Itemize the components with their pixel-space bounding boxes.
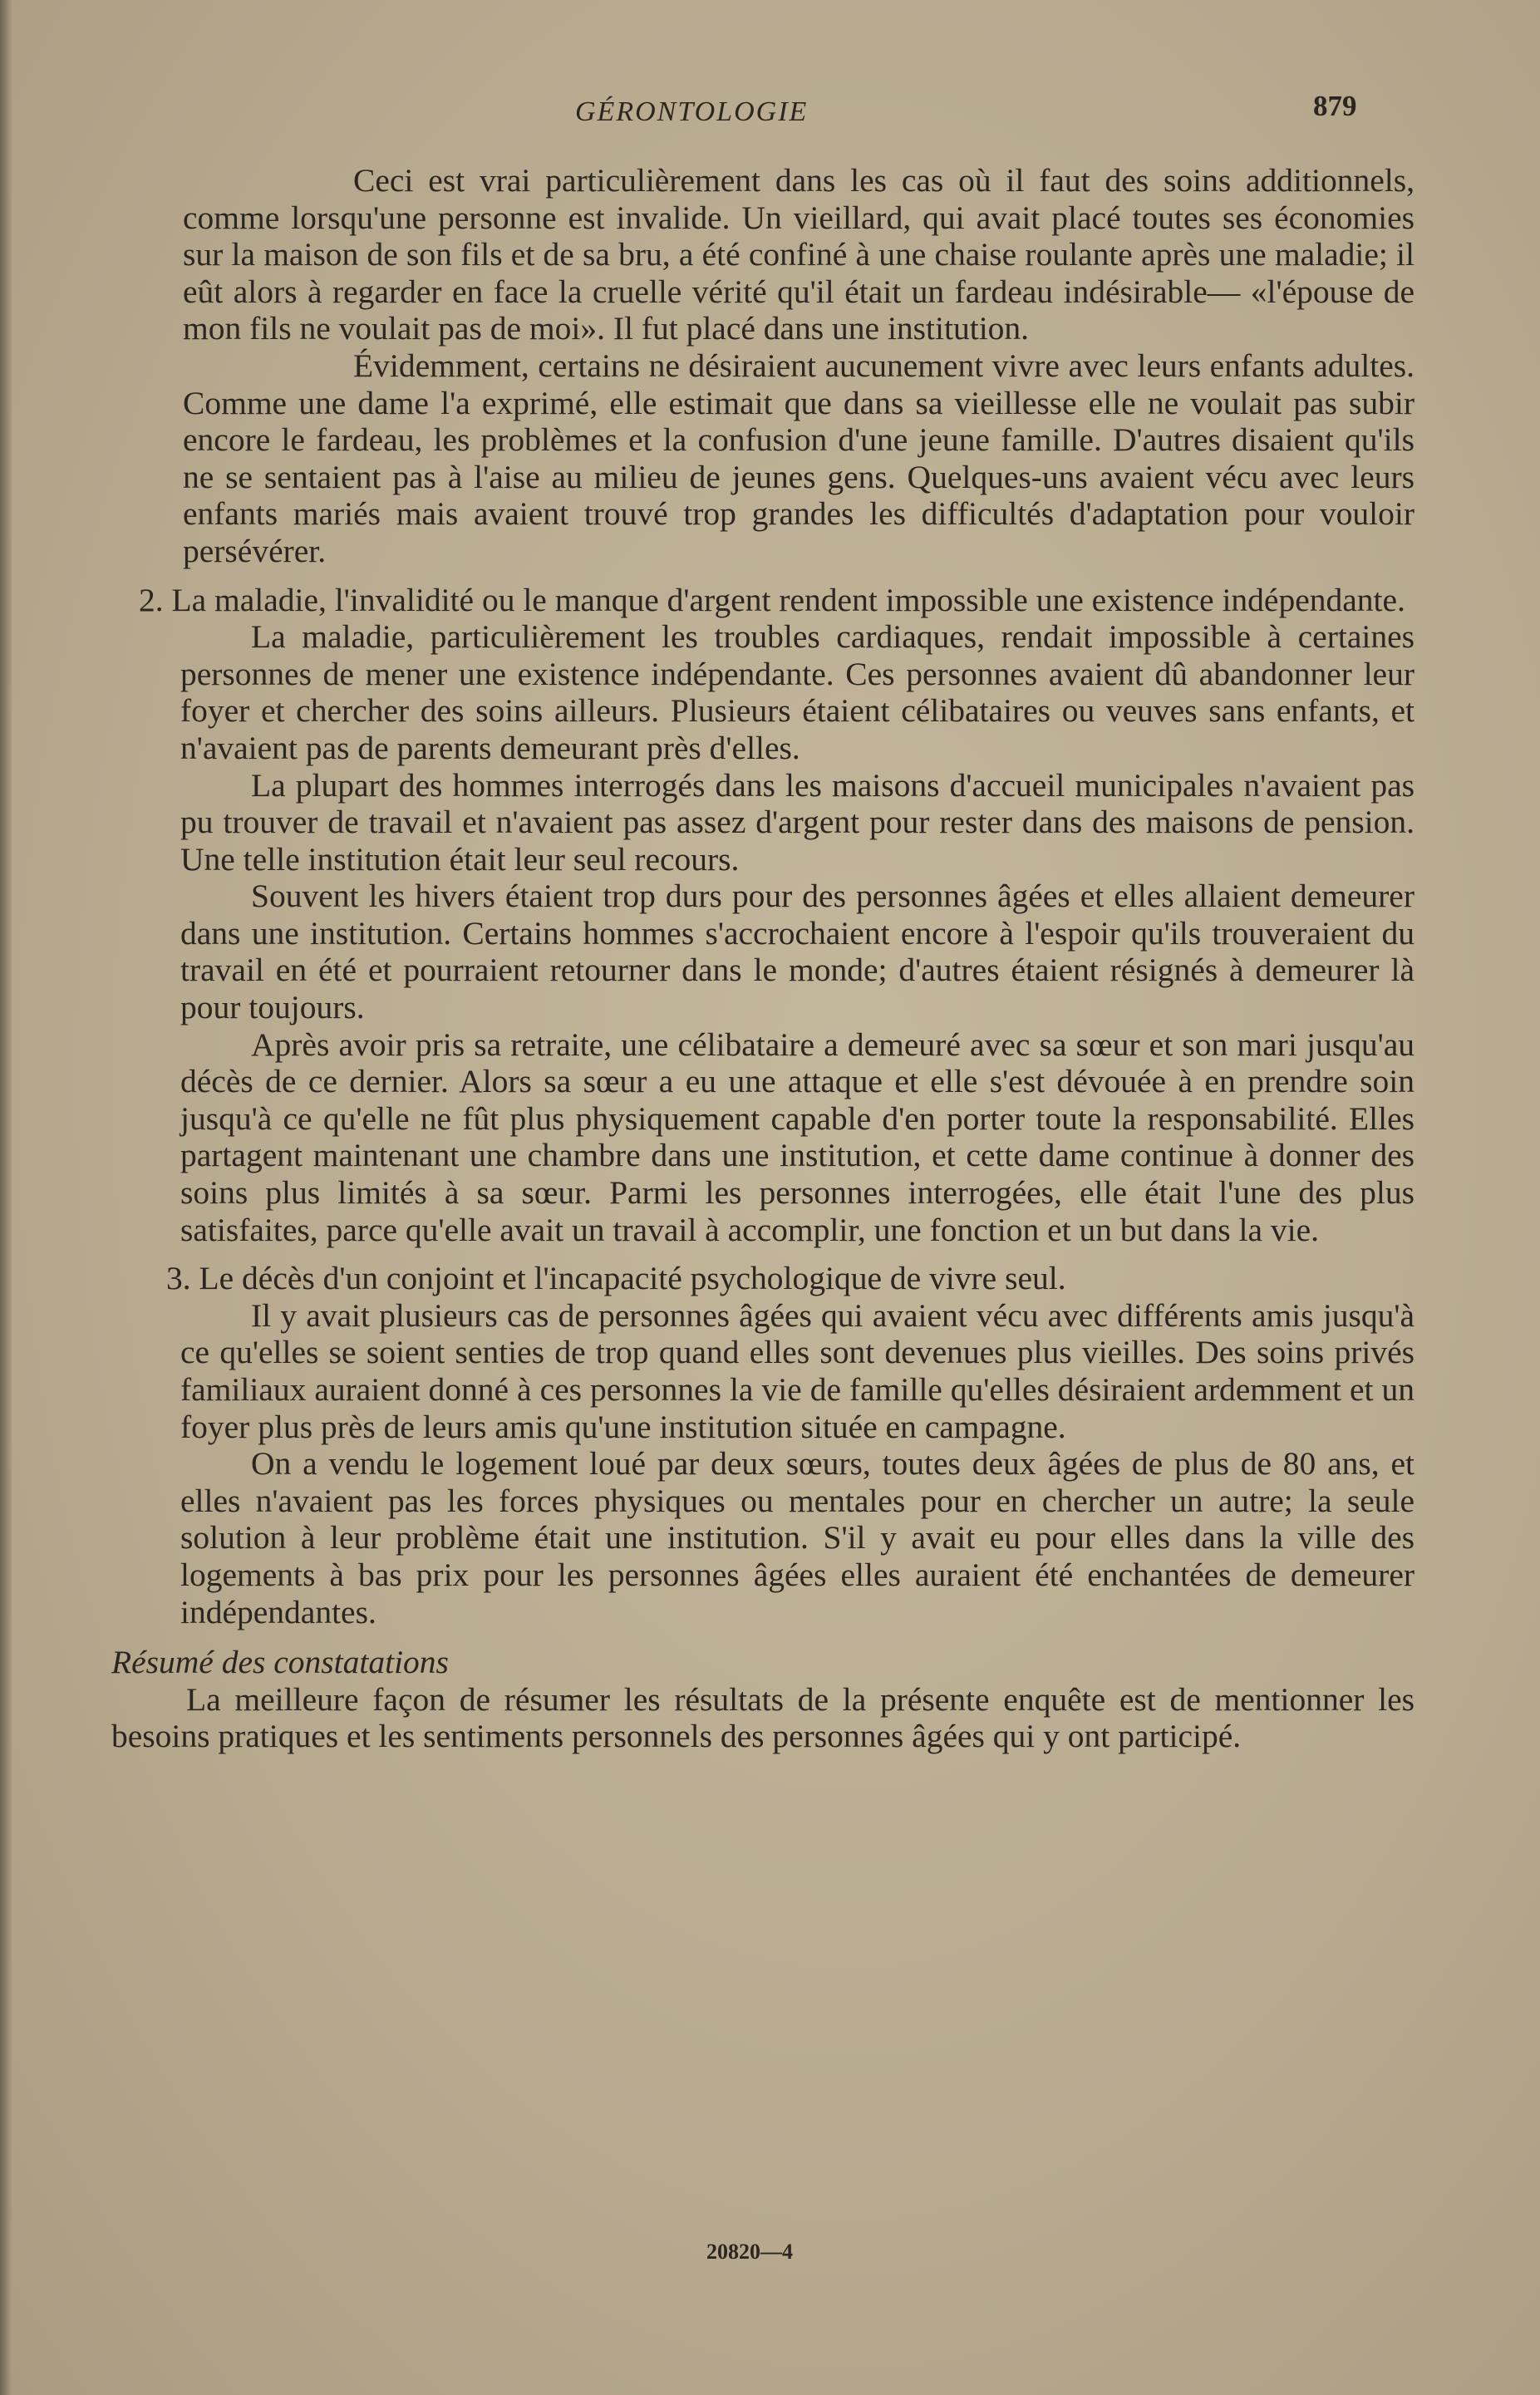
numbered-heading-3: 3. Le décès d'un conjoint et l'incapacité psychologique de vivre seul. — [166, 1260, 1066, 1297]
page-number: 879 — [1313, 90, 1357, 122]
paragraph: Après avoir pris sa retraite, une célibataire a demeuré avec sa sœur et son mari jusqu'au décès de ce dernier. Alors sa sœur a eu une attaque et elle s'est dévouée à en prendre soin jusqu'à ce qu'elle ne fût plus physiquement capable d'en porter toute la responsabilité. Elles partagent maintenant une chambre dans une institution, et cette dame continue à donner des soins plus limités à sa sœur. Parmi les personnes interrogées, elle était l'une des plus satisfaites, parce qu'elle avait un travail à accomplir, une fonction et un but dans la vie. — [180, 1025, 1415, 1248]
numbered-heading-2: 2. La maladie, l'invalidité ou le manque d'argent rendent impossible une existence indépendante. — [139, 581, 1405, 618]
paragraph: On a vendu le logement loué par deux sœurs, toutes deux âgées de plus de 80 ans, et elles n'avaient pas les forces physiques ou mentales pour en chercher un autre; la seule solution à leur problème était une institution. S'il y avait eu pour elles dans la ville des logements à bas prix pour les personnes âgées elles auraient été enchantées de demeurer indépendantes. — [180, 1445, 1415, 1630]
paragraph: Il y avait plusieurs cas de personnes âgées qui avaient vécu avec différents amis jusqu'à ce qu'elles se soient senties de trop quand elles sont devenues plus vieilles. Des soins privés familiaux auraient donné à ces personnes la vie de famille qu'elles désiraient ardemment et un foyer plus près de leurs amis qu'une institution située en campagne. — [180, 1296, 1415, 1445]
running-title: GÉRONTOLOGIE — [575, 96, 809, 127]
page-binding-edge — [0, 0, 12, 2395]
body-text — [76, 162, 1415, 1755]
section-title: Résumé des constatations — [111, 1644, 449, 1681]
paragraph: La maladie, particulièrement les troubles cardiaques, rendait impossible à certaines personnes de mener une existence indépendante. Ces personnes avaient dû abandonner leur foyer et chercher des soins ailleurs. Plusieurs étaient célibataires ou veuves sans enfants, et n'avaient pas de parents demeurant près d'elles. — [180, 618, 1415, 766]
page-header — [0, 90, 1540, 140]
footer-code: 20820—4 — [706, 2240, 793, 2264]
paragraph: La meilleure façon de résumer les résultats de la présente enquête est de mentionner les besoins pratiques et les sentiments personnels des personnes âgées qui y ont participé. — [111, 1680, 1415, 1755]
paragraph: Souvent les hivers étaient trop durs pour des personnes âgées et elles allaient demeurer dans une institution. Certains hommes s'accrochaient encore à l'espoir qu'ils trouveraient du travail en été et pourraient retourner dans le monde; d'autres étaient résignés à demeurer là pour toujours. — [180, 878, 1415, 1026]
paragraph: Évidemment, certains ne désiraient aucunement vivre avec leurs enfants adultes. Comme une dame l'a exprimé, elle estimait que dans sa vieillesse elle ne voulait pas subir encore le fardeau, les problèmes et la confusion d'une jeune famille. D'autres disaient qu'ils ne se sentaient pas à l'aise au milieu de jeunes gens. Quelques-uns avaient vécu avec leurs enfants mariés mais avaient trouvé trop grandes les difficultés d'adaptation pour vouloir persévérer. — [183, 347, 1415, 569]
paragraph: Ceci est vrai particulièrement dans les cas où il faut des soins additionnels, comme lorsqu'une personne est invalide. Un vieillard, qui avait placé toutes ses économies sur la maison de son fils et de sa bru, a été confiné à une chaise roulante après une maladie; il eût alors à regarder en face la cruelle vérité qu'il était un fardeau indésirable— «l'épouse de mon fils ne voulait pas de moi». Il fut placé dans une institution. — [183, 162, 1415, 347]
paragraph: La plupart des hommes interrogés dans les maisons d'accueil municipales n'avaient pas pu trouver de travail et n'avaient pas assez d'argent pour rester dans des maisons de pension. Une telle institution était leur seul recours. — [180, 766, 1415, 878]
